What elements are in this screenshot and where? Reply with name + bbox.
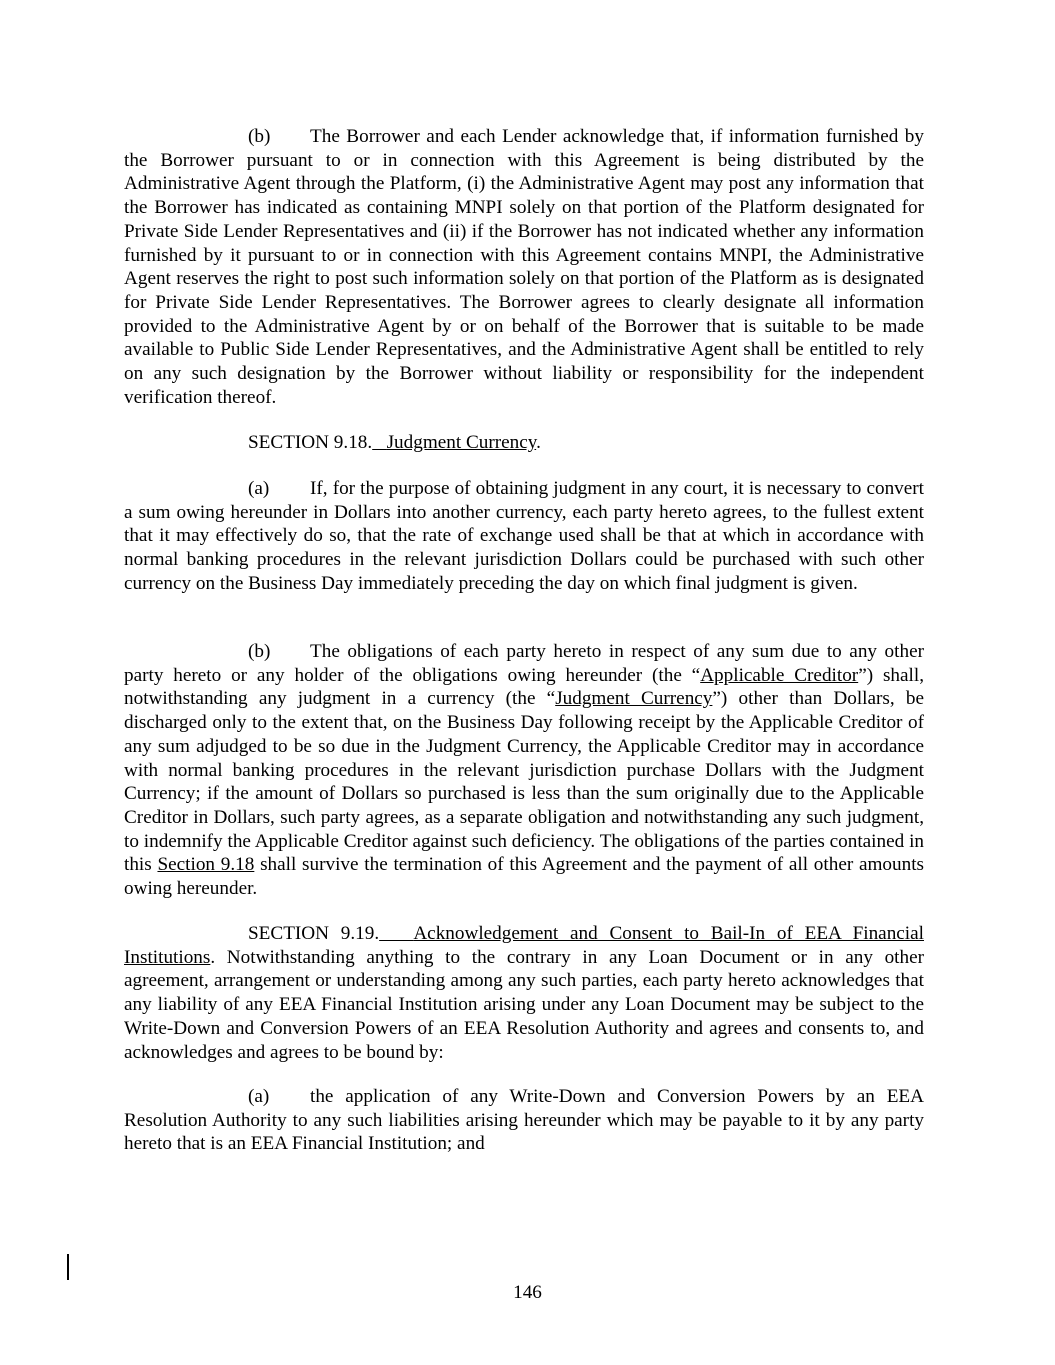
section-9-18-heading	[124, 431, 924, 455]
section-number: SECTION 9.18.	[248, 432, 373, 453]
paragraph-marker: (b)	[248, 641, 271, 662]
defined-term-judgment-currency: Judgment Currency	[555, 688, 713, 710]
paragraph-text-part1: The obligations of each party hereto in respect of any sum due to any other party hereto or any holder of the obligations owing hereunder (the “	[124, 641, 924, 686]
page-number: 146	[513, 1282, 542, 1303]
defined-term-applicable-creditor: Applicable Creditor	[700, 664, 859, 686]
section-text: . Notwithstanding anything to the contrary in any Loan Document or in any other agreement, arrangement or understanding among any such parties, each party hereto acknowledges that any liability of any EEA Financial Institution arising under any Loan Document may be subject to the Write-Down and Conversion Powers of an EEA Resolution Authority and agrees and consents to, and acknowledges and agrees to be bound by:	[124, 946, 924, 1063]
section-9-19	[124, 922, 924, 1064]
paragraph-write-down-application	[124, 1085, 924, 1156]
paragraph-text: If, for the purpose of obtaining judgment in any court, it is necessary to convert a sum owing hereunder in Dollars into another currency, each party hereto agrees, to the fullest extent that it may effectively do so, that the rate of exchange used shall be that at which in accordance with normal banking procedures in the relevant jurisdiction Dollars could be purchased with such other currency on the Business Day immediately preceding the day on which final judgment is given.	[124, 478, 924, 594]
paragraph-marker: (a)	[248, 478, 270, 499]
paragraph-text-part3: ”) other than Dollars, be discharged only to the extent that, on the Business Day following receipt by the Applicable Creditor of any sum adjudged to be so due in the Judgment Currency, the Applicable Creditor may in accordance with normal banking procedures in the relevant jurisdiction purchase Dollars with the Judgment Currency; if the amount of Dollars so purchased is less than the sum originally due to the Applicable Creditor in Dollars, such party agrees, as a separate obligation and notwithstanding any such judgment, to indemnify the Applicable Creditor against such deficiency. The obligations of the parties contained in this	[124, 688, 924, 876]
paragraph-text: The Borrower and each Lender acknowledge that, if information furnished by the Borrower pursuant to or in connection with this Agreement is being distributed by the Administrative Agent through the Platform, (i) the Administrative Agent may post any information that the Borrower has indicated as containing MNPI solely on that portion of the Platform designated for Private Side Lender Representatives and (ii) if the Borrower has not indicated whether any information furnished by it pursuant to or in connection with this Agreement contains MNPI, the Administrative Agent reserves the right to post such information solely on that portion of the Platform as is designated for Private Side Lender Representatives. The Borrower agrees to clearly designate all information provided to the Administrative Agent by or on behalf of the Borrower that is suitable to be made available to Public Side Lender Representatives, and the Administrative Agent shall be entitled to rely on any such designation by the Borrower without liability or responsibility for the independent verification thereof.	[124, 126, 924, 408]
paragraph-applicable-creditor	[124, 640, 924, 901]
section-reference: Section 9.18	[157, 854, 255, 876]
section-title: Judgment Currency	[386, 432, 537, 453]
section-title: Acknowledgement and Consent to Bail-In of EEA Financial Institutions	[124, 923, 924, 968]
paragraph-text-part2: ”) shall, notwithstanding any judgment in a currency (the “	[124, 664, 924, 710]
section-number: SECTION 9.19.	[248, 923, 380, 944]
paragraph-judgment-conversion	[124, 477, 924, 596]
paragraph-marker: (a)	[248, 1086, 270, 1107]
section-title-end: .	[536, 432, 541, 453]
paragraph-text-part4: shall survive the termination of this Agreement and the payment of all other amounts owing hereunder.	[124, 854, 924, 900]
revision-change-bar	[67, 1254, 69, 1280]
paragraph-platform-information	[124, 125, 924, 409]
paragraph-text: the application of any Write-Down and Conversion Powers by an EEA Resolution Authority to any such liabilities arising hereunder which may be payable to it by any party hereto that is an EEA Financial Institution; and	[124, 1086, 924, 1155]
paragraph-marker: (b)	[248, 126, 271, 147]
